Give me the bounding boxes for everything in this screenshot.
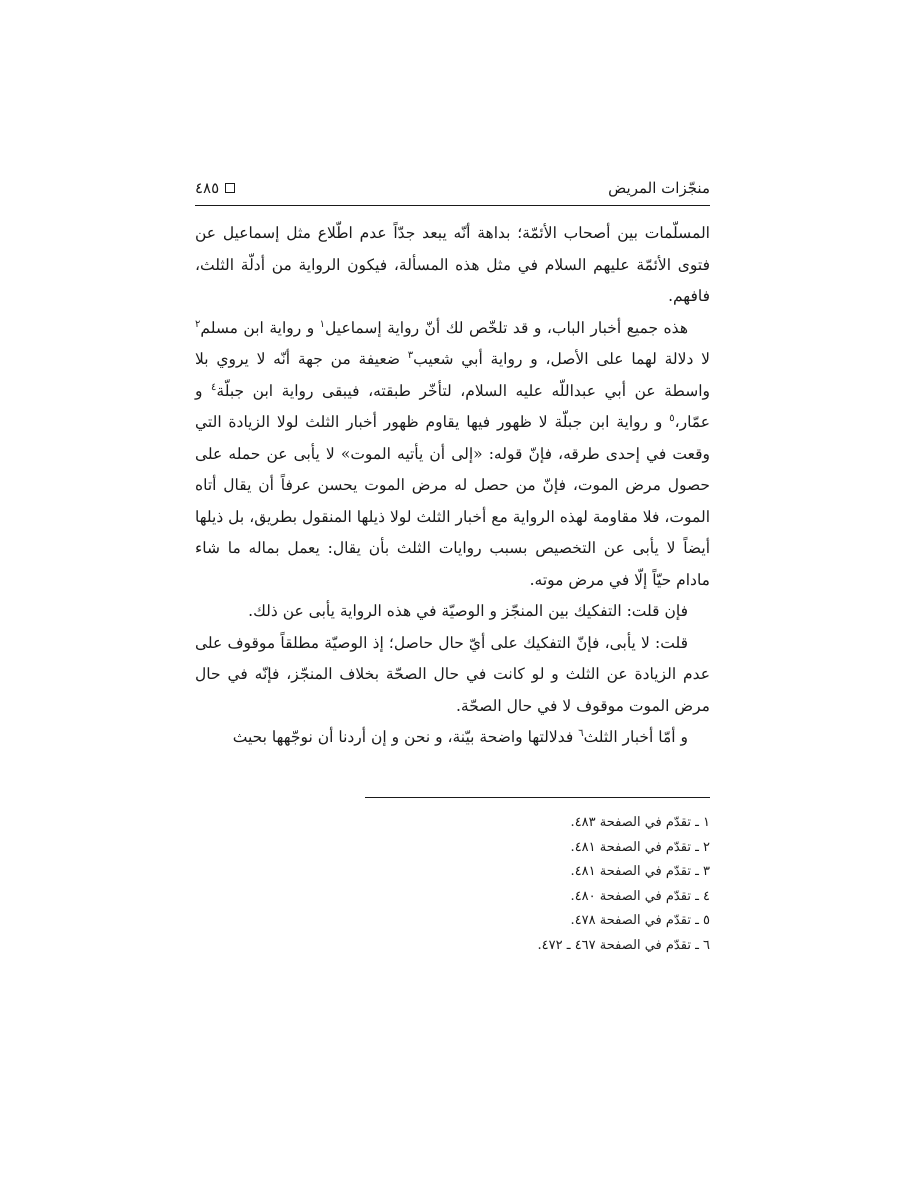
paragraph (195, 313, 710, 597)
paragraph-text: و عمّار، (195, 381, 710, 431)
paragraph-text: و رواية ابن مسلم (200, 318, 320, 337)
paragraph (195, 596, 710, 628)
paragraph-text: قلت: لا يأبى، فإنّ التفكيك على أيّ حال حاصل؛ إذ الوصيّة مطلقاً موقوف على عدم الزيادة عن الثلث و لو كانت في حال الصحّة بخلاف المنجّز، فإنّه في حال مرض الموت موقوف لا في حال الصحّة. (195, 633, 710, 715)
footnote-item: ٥ ـ تقدّم في الصفحة ٤٧٨. (570, 913, 710, 928)
footnote-item: ٦ ـ تقدّم في الصفحة ٤٦٧ ـ ٤٧٢. (537, 937, 710, 953)
page-header (195, 178, 710, 200)
footnote-item: ٢ ـ تقدّم في الصفحة ٤٨١. (570, 839, 710, 855)
paragraph-text: المسلّمات بين أصحاب الأئمّة؛ بداهة أنّه يبعد جدّاً عدم اطّلاع مثل إسماعيل عن فتوى الأئمّة عليهم السلام في مثل هذه المسألة، فيكون الرواية من أدلّة الثلث، فافهم. (195, 224, 710, 305)
footnote-marker[interactable]: ٢ (195, 318, 201, 330)
footnote-marker[interactable]: ٦ (578, 727, 584, 739)
paragraph (195, 628, 710, 723)
footnotes (350, 811, 710, 958)
paragraph-text: فإن قلت: التفكيك بين المنجّز و الوصيّة في هذه الرواية يأبى عن ذلك. (248, 602, 688, 620)
paragraph-text: هذه جميع أخبار الباب، و قد تلخّص لك أنّ رواية إسماعيل (325, 318, 688, 337)
paragraph (195, 722, 710, 754)
footnote-marker[interactable]: ٣ (407, 349, 414, 361)
running-title: منجّزات المريض (608, 179, 710, 197)
footnote-marker[interactable]: ٤ (211, 381, 217, 393)
paragraph-text: لا دلالة لهما على الأصل، و رواية أبي شعيب (413, 350, 711, 368)
footnote-item: ١ ـ تقدّم في الصفحة ٤٨٣. (570, 815, 710, 830)
header-rule (195, 205, 710, 206)
footnote-rule (365, 797, 710, 798)
body-text (195, 218, 710, 754)
footnote-marker[interactable]: ١ (319, 318, 326, 330)
paragraph-text: ضعيفة من جهة أنّه لا يروي بلا واسطة عن أبي عبداللّه عليه السلام، لتأخّر طبقته، فيبقى رواية ابن جبلّة (195, 350, 710, 400)
paragraph (195, 218, 710, 313)
paragraph-text: و رواية ابن جبلّة لا ظهور فيها يقاوم ظهور أخبار الثلث لولا الزيادة التي وقعت في إحدى طرقه، فإنّ قوله: «إلى أن يأتيه الموت» لا يأبى عن حمله على حصول مرض الموت، فإنّ من حصل له مرض الموت يحسن عرفاً أن يقال أتاه الموت، فلا مقاومة لهذه الرواية مع أخبار الثلث لولا ذيلها المنقول بطريق، بل ذيلها أيضاً لا يأبى عن التخصيص بسبب روايات الثلث بأن يقال: يعمل بماله ما شاء مادام حيّاً إلّا في مرض موته. (195, 413, 710, 589)
paragraph-text: و أمّا أخبار الثلث (583, 728, 688, 746)
paragraph-text: فدلالتها واضحة بيّنة، و نحن و إن أردنا أن نوجّهها بحيث (232, 728, 579, 746)
footnote-marker[interactable]: ٥ (669, 412, 675, 424)
footnote-item: ٣ ـ تقدّم في الصفحة ٤٨١. (570, 864, 710, 879)
page-number: ٤٨٥ (195, 179, 220, 197)
footnote-item: ٤ ـ تقدّم في الصفحة ٤٨٠. (570, 888, 710, 904)
square-icon (225, 183, 235, 193)
page-number-group (195, 178, 235, 198)
